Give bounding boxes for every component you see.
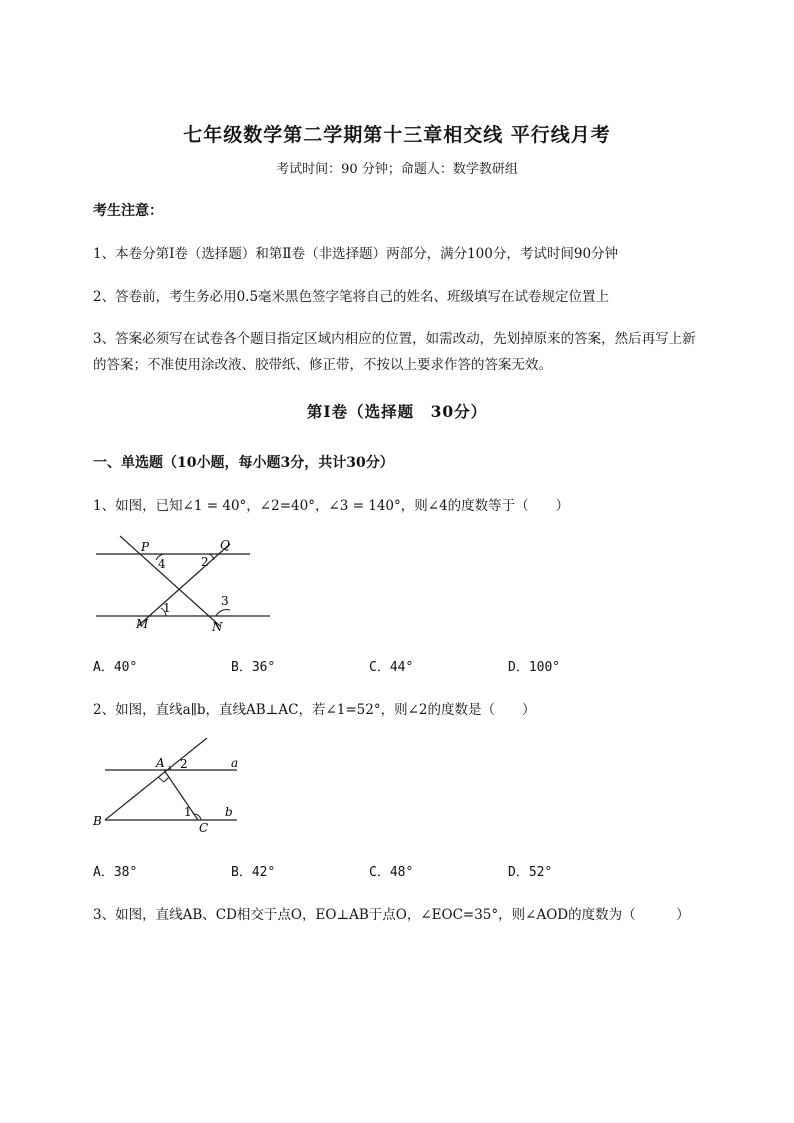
label-line-a: a bbox=[231, 756, 239, 770]
question-2-option-a[interactable]: A．38° bbox=[93, 865, 138, 880]
notice-item: 3、答案必须写在试卷各个题目指定区域内相应的位置，如需改动，先划掉原来的答案，然后再写上新 bbox=[93, 331, 696, 347]
section-title: 第I卷（选择题 30分） bbox=[306, 402, 488, 421]
question-2-option-c[interactable]: C．48° bbox=[369, 865, 414, 880]
question-1-stem: 1、如图，已知∠1 = 40°，∠2=40°，∠3 = 140°，则∠4的度数等于（ ） bbox=[93, 498, 570, 514]
question-2-figure bbox=[88, 736, 248, 836]
notice-item-continued: 的答案；不准使用涂改液、胶带纸、修正带，不按以上要求作答的答案无效。 bbox=[93, 357, 552, 373]
notice-item: 1、本卷分第I卷（选择题）和第Ⅱ卷（非选择题）两部分，满分100分，考试时间90分钟 bbox=[93, 246, 619, 262]
label-c-point: C bbox=[199, 821, 209, 835]
right-angle-mark bbox=[158, 777, 169, 782]
question-1-option-b[interactable]: B．36° bbox=[231, 660, 276, 675]
label-q: Q bbox=[220, 538, 230, 552]
question-3-stem: 3、如图，直线AB、CD相交于点O，EO⊥AB于点O，∠EOC=35°，则∠AOD的度数为（ ） bbox=[93, 907, 690, 923]
question-1-option-c[interactable]: C．44° bbox=[369, 660, 414, 675]
notice-item: 2、答卷前，考生务必用0.5毫米黑色签字笔将自己的姓名、班级填写在试卷规定位置上 bbox=[93, 289, 610, 305]
label-angle-3: 3 bbox=[221, 594, 229, 608]
question-2-stem: 2、如图，直线a∥b，直线AB⊥AC，若∠1=52°，则∠2的度数是（ ） bbox=[93, 702, 536, 718]
angle-3-arc bbox=[216, 610, 230, 616]
label-a-point: A bbox=[156, 756, 165, 770]
question-1-option-d[interactable]: D．100° bbox=[508, 660, 561, 675]
label-n: N bbox=[212, 620, 223, 634]
label-angle-1: 1 bbox=[184, 805, 192, 819]
exam-subtitle: 考试时间：90 分钟；命题人：数学教研组 bbox=[276, 162, 518, 177]
label-p: P bbox=[141, 540, 150, 554]
exam-title: 七年级数学第二学期第十三章相交线 平行线月考 bbox=[183, 124, 611, 146]
question-1-option-a[interactable]: A．40° bbox=[93, 660, 138, 675]
line-ba bbox=[105, 738, 207, 820]
label-m: M bbox=[136, 617, 149, 631]
label-b-point: B bbox=[93, 814, 102, 828]
label-angle-4: 4 bbox=[158, 557, 166, 571]
label-line-b: b bbox=[225, 805, 233, 819]
question-2-option-d[interactable]: D．52° bbox=[508, 865, 553, 880]
label-angle-2: 2 bbox=[180, 757, 188, 771]
line-mq bbox=[138, 544, 230, 626]
part-heading: 一、单选题（10小题，每小题3分，共计30分） bbox=[93, 455, 394, 471]
question-2-option-b[interactable]: B．42° bbox=[231, 865, 276, 880]
question-1-figure bbox=[90, 530, 280, 638]
notice-heading: 考生注意： bbox=[93, 203, 163, 219]
label-angle-2: 2 bbox=[201, 555, 209, 569]
label-angle-1: 1 bbox=[163, 601, 171, 615]
